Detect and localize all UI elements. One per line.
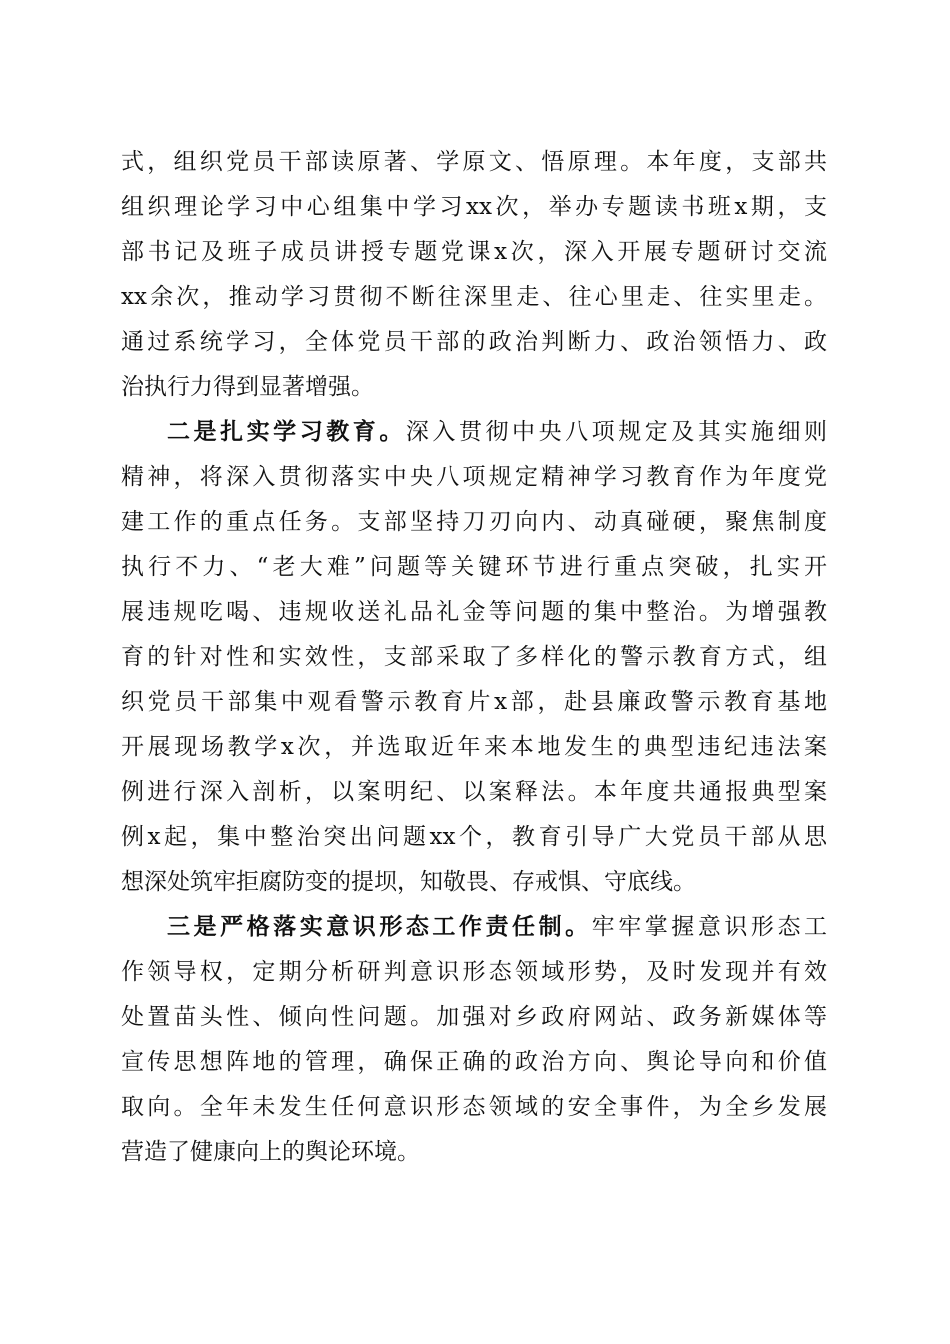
text-line: 式，组织党员干部读原著、学原文、悟原理。本年度，支部共	[121, 149, 827, 175]
text-line: xx余次，推动学习贯彻不断往深里走、往心里走、往实里走。	[121, 284, 827, 310]
text-line: 开展现场教学x次，并选取近年来本地发生的典型违纪违法案	[121, 734, 827, 760]
text-line: 想深处筑牢拒腐防变的提坝，知敬畏、存戒惧、守底线。	[121, 869, 696, 895]
text-line: 例进行深入剖析，以案明纪、以案释法。本年度共通报典型案	[121, 779, 827, 805]
text-line: 精神，将深入贯彻落实中央八项规定精神学习教育作为年度党	[121, 464, 827, 490]
document-body	[121, 140, 827, 1175]
paragraph-heading: 三是严格落实意识形态工作责任制。	[167, 914, 592, 940]
text-line: 作领导权，定期分析研判意识形态领域形势，及时发现并有效	[121, 959, 827, 985]
text-line: 取向。全年未发生任何意识形态领域的安全事件，为全乡发展	[121, 1094, 827, 1120]
text-line: 营造了健康向上的舆论环境。	[121, 1139, 420, 1165]
text-line: 织党员干部集中观看警示教育片x部，赴县廉政警示教育基地	[121, 689, 827, 715]
paragraph-heading: 二是扎实学习教育。	[167, 419, 406, 445]
paragraph-first-line	[121, 410, 827, 455]
text-line: 执行不力、“老大难”问题等关键环节进行重点突破，扎实开	[121, 554, 827, 580]
paragraph-first-line	[121, 905, 827, 950]
paragraph-first-line-text: 牢牢掌握意识形态工	[591, 914, 827, 940]
paragraph-study-education	[121, 410, 827, 905]
text-line: 通过系统学习，全体党员干部的政治判断力、政治领悟力、政	[121, 329, 827, 355]
text-line: 育的针对性和实效性，支部采取了多样化的警示教育方式，组	[121, 644, 827, 670]
text-line: 宣传思想阵地的管理，确保正确的政治方向、舆论导向和价值	[121, 1049, 827, 1075]
text-line: 部书记及班子成员讲授专题党课x次，深入开展专题研讨交流	[121, 239, 827, 265]
paragraph-theory-study	[121, 140, 827, 410]
text-line: 处置苗头性、倾向性问题。加强对乡政府网站、政务新媒体等	[121, 1004, 827, 1030]
text-line: 建工作的重点任务。支部坚持刀刃向内、动真碰硬，聚焦制度	[121, 509, 827, 535]
text-line: 展违规吃喝、违规收送礼品礼金等问题的集中整治。为增强教	[121, 599, 827, 625]
paragraph-ideology-responsibility	[121, 905, 827, 1175]
paragraph-first-line-text: 深入贯彻中央八项规定及其实施细则	[405, 419, 827, 445]
text-line: 例x起，集中整治突出问题xx个，教育引导广大党员干部从思	[121, 824, 827, 850]
text-line: 组织理论学习中心组集中学习xx次，举办专题读书班x期，支	[121, 194, 827, 220]
text-line: 治执行力得到显著增强。	[121, 374, 374, 400]
